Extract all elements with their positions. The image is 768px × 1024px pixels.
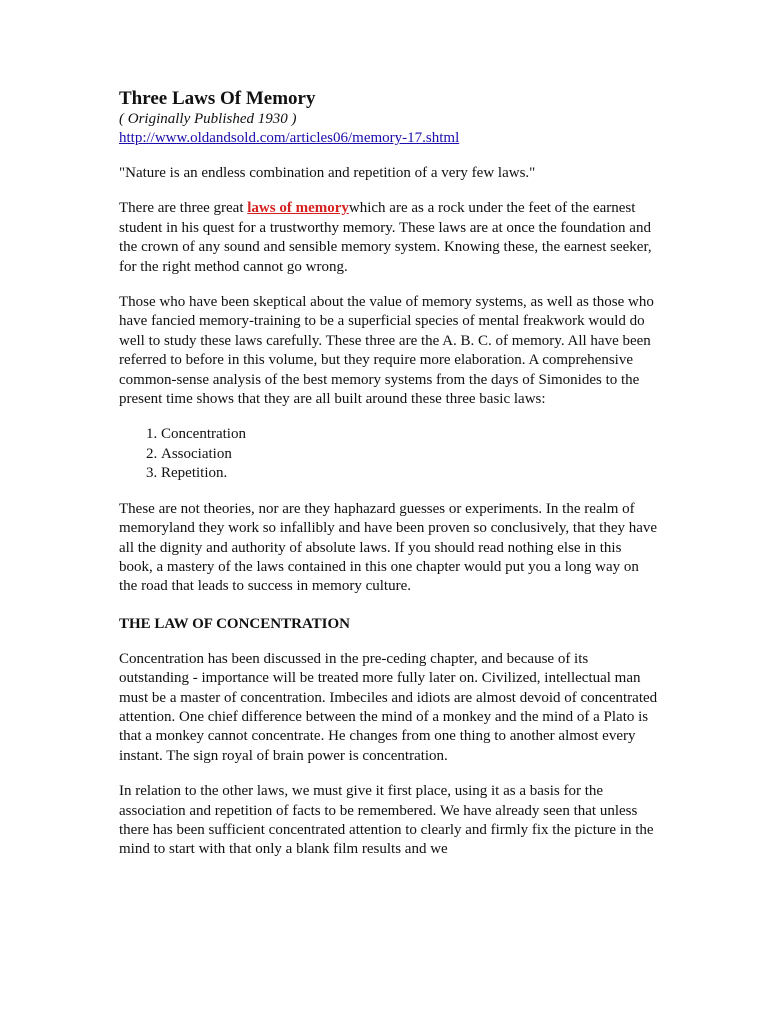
paragraph-intro-text-before: There are three great: [119, 200, 248, 217]
paragraph-skeptical: Those who have been skeptical about the value of memory systems, as well as those who have fancied memory-training to be a superficial species of mental freakwork would do well to study these laws carefully. These three are the A. B. C. of memory. All have been referred to before in this volume, but they require more elaboration. A comprehensive common-sense analysis of the best memory systems from the days of Simonides to the present time shows that they are all built around these three basic laws:: [119, 294, 654, 408]
paragraph-intro-text-after: which are as a rock under the feet of the earnest student in his quest for a trustworthy memory. These laws are at once the foundation and the crown of any sound and sensible memory system. Knowing these, the earnest seeker, for the right method cannot go wrong.: [119, 200, 652, 275]
opening-quote: "Nature is an endless combination and repetition of a very few laws.": [119, 165, 536, 181]
paragraph-concentration: Concentration has been discussed in the pre-ceding chapter, and because of its outstanding - importance will be treated more fully later on. Civilized, intellectual man must be a master of concentration. Imbeciles and idiots are almost devoid of concentrated attention. One chief difference between the mind of a monkey and the mind of a Plato is that a monkey cannot concentrate. He changes from one thing to another almost every instant. The sign royal of brain power is concentration.: [119, 650, 658, 764]
paragraph-not-theories: These are not theories, nor are they haphazard guesses or experiments. In the realm of memoryland they work so infallibly and have been proven so conclusively, that they have all the dignity and authority of absolute laws. If you should read nothing else in this book, a mastery of the laws contained in this one chapter would put you a long way on the road that leads to success in memory culture.: [119, 500, 658, 595]
source-url-link[interactable]: http://www.oldandsold.com/articles06/memory-17.shtml: [119, 130, 460, 146]
document-title: Three Laws Of Memory: [119, 88, 316, 109]
list-item: 1. Concentration: [161, 425, 658, 444]
paragraph-intro: [119, 199, 658, 277]
list-item: 3. Repetition.: [161, 464, 658, 483]
laws-list: [119, 425, 658, 483]
document-subtitle: ( Originally Published 1930 ): [119, 111, 297, 127]
section-heading-concentration: THE LAW OF CONCENTRATION: [119, 615, 351, 632]
list-item: 2. Association: [161, 445, 658, 464]
paragraph-relation: In relation to the other laws, we must give it first place, using it as a basis for the association and repetition of facts to be remembered. We have already seen that unless there has been sufficient concentrated attention to clearly and firmly fix the picture in the mind to start with that only a blank film results and we: [119, 783, 654, 858]
laws-of-memory-link[interactable]: laws of memory: [247, 200, 349, 217]
